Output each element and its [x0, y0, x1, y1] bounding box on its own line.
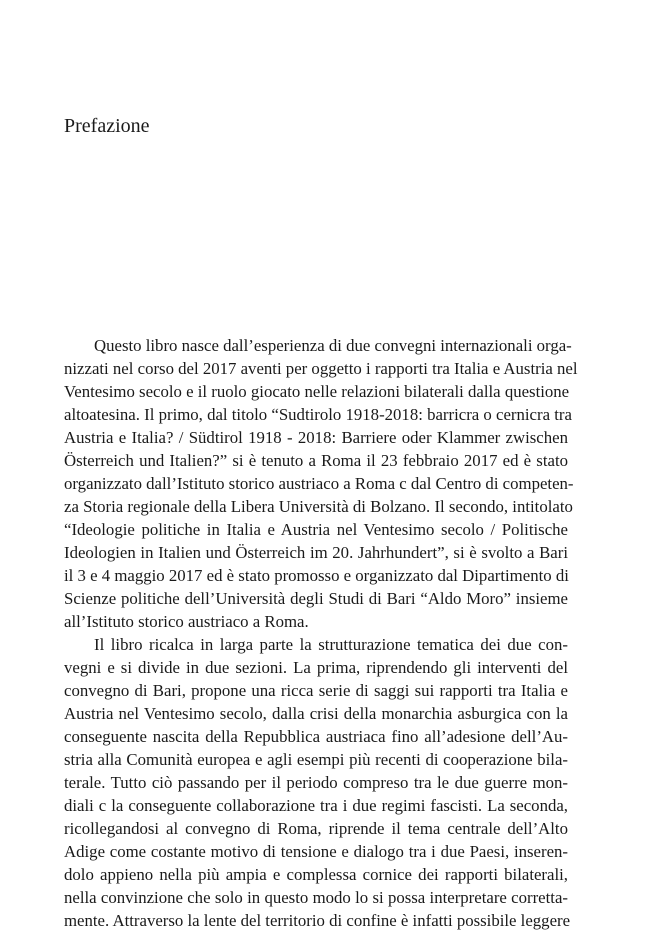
text-line: Österreich und Italien?” si è tenuto a Roma il 23 febbraio 2017 ed è stato	[64, 451, 568, 470]
text-line: Ventesimo secolo e il ruolo giocato nelle relazioni bilaterali dalla questione	[64, 382, 570, 401]
text-line: altoatesina. Il primo, dal titolo “Sudtirolo 1918-2018: barricra o cernicra tra	[64, 405, 572, 424]
text-line: ricollegandosi al convegno di Roma, riprende il tema centrale dell’Alto	[64, 819, 568, 838]
text-line: nizzati nel corso del 2017 aventi per oggetto i rapporti tra Italia e Austria nel	[64, 359, 578, 378]
text-line: dolo appieno nella più ampia e complessa cornice dei rapporti bilaterali,	[64, 865, 568, 884]
chapter-title: Prefazione	[64, 115, 150, 137]
text-line: convegno di Bari, propone una ricca serie di saggi sui rapporti tra Italia e	[64, 681, 568, 700]
text-line: stria alla Comunità europea e agli esempi più recenti di cooperazione bila-	[64, 750, 568, 769]
text-line: “Ideologie politiche in Italia e Austria nel Ventesimo secolo / Politische	[64, 520, 568, 539]
text-line: conseguente nascita della Repubblica austriaca fino all’adesione dell’Au-	[64, 727, 568, 746]
text-line: Scienze politiche dell’Università degli Studi di Bari “Aldo Moro” insieme	[64, 589, 568, 608]
text-line: il 3 e 4 maggio 2017 ed è stato promosso e organizzato dal Dipartimento di	[64, 566, 569, 585]
text-line: diali c la conseguente collaborazione tra i due regimi fascisti. La seconda,	[64, 796, 568, 815]
text-line: Austria nel Ventesimo secolo, dalla crisi della monarchia asburgica con la	[64, 704, 568, 723]
text-line: terale. Tutto ciò passando per il periodo compreso tra le due guerre mon-	[64, 773, 568, 792]
preface-body-text	[64, 334, 578, 932]
text-line: Ideologien in Italien und Österreich im 20. Jahrhundert”, si è svolto a Bari	[64, 543, 568, 562]
text-line: Il libro ricalca in larga parte la strutturazione tematica dei due con-	[94, 635, 568, 654]
text-line: vegni e si divide in due sezioni. La prima, riprendendo gli interventi del	[64, 658, 568, 677]
text-line: Austria e Italia? / Südtirol 1918 - 2018: Barriere oder Klammer zwischen	[64, 428, 568, 447]
text-line: za Storia regionale della Libera Università di Bolzano. Il secondo, intitolato	[64, 497, 573, 516]
text-line: nella convinzione che solo in questo modo lo si possa interpretare corretta-	[64, 888, 568, 907]
text-line: mente. Attraverso la lente del territorio di confine è infatti possibile leggere	[64, 911, 571, 930]
text-line: organizzato dall’Istituto storico austriaco a Roma c dal Centro di competen-	[64, 474, 574, 493]
text-line: all’Istituto storico austriaco a Roma.	[64, 612, 309, 631]
text-line: Questo libro nasce dall’esperienza di due convegni internazionali orga-	[94, 336, 572, 355]
text-line: Adige come costante motivo di tensione e dialogo tra i due Paesi, inseren-	[64, 842, 568, 861]
